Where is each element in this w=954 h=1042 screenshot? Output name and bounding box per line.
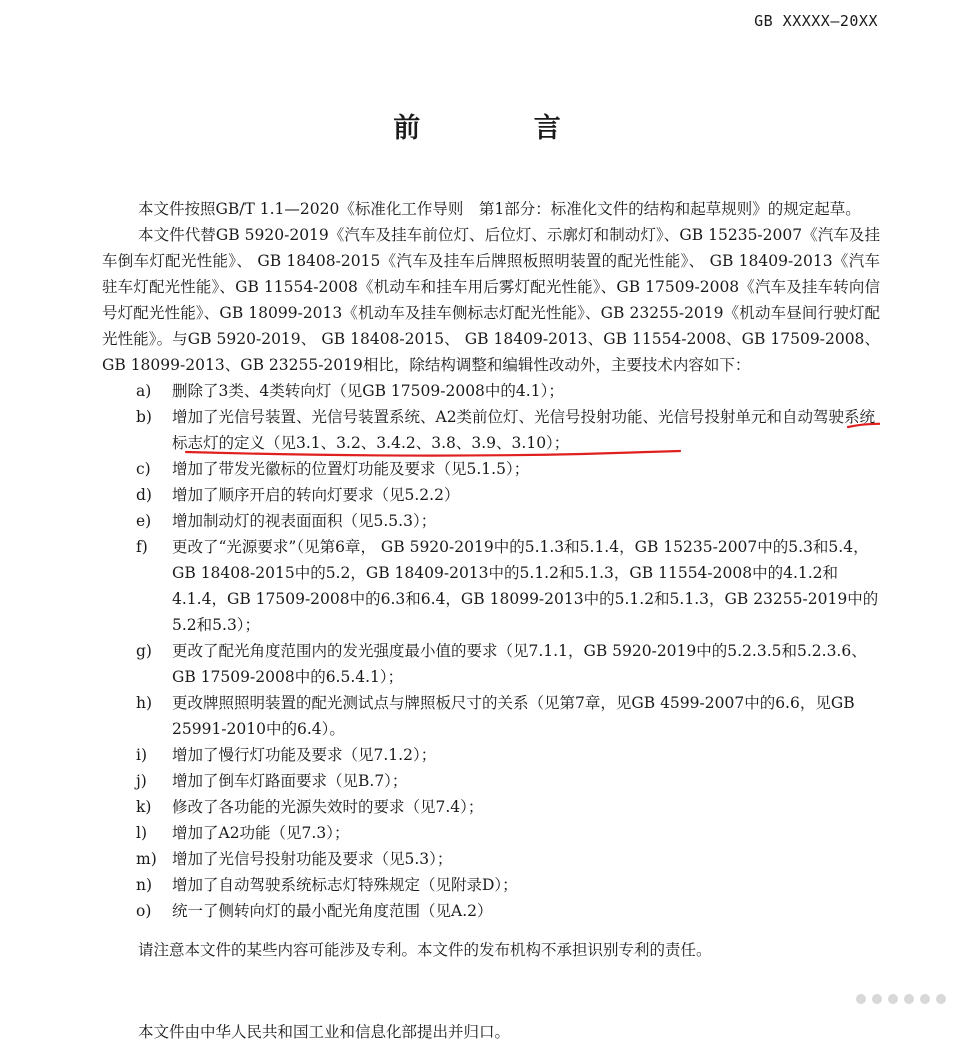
list-item bbox=[102, 456, 880, 482]
list-item bbox=[102, 508, 880, 534]
list-item bbox=[102, 378, 880, 404]
watermark-dots bbox=[856, 994, 946, 1004]
list-item-text: 增加了带发光徽标的位置灯功能及要求（见5.1.5）； bbox=[172, 460, 530, 478]
patent-note: 请注意本文件的某些内容可能涉及专利。本文件的发布机构不承担识别专利的责任。 bbox=[138, 941, 712, 959]
page-title: 前 言 bbox=[393, 113, 613, 144]
list-item-label: j) bbox=[136, 772, 147, 790]
list-item-label: i) bbox=[136, 746, 148, 764]
document-code: GB XXXXX—20XX bbox=[754, 12, 878, 30]
paragraph-replacement-standards: 本文件代替GB 5920-2019《汽车及挂车前位灯、后位灯、示廓灯和制动灯》、GB 15235-2007《汽车及挂车倒车灯配光性能》、 GB 18408-2015《汽车及挂车后牌照板照明装置的配光性能》、 GB 18409-2013《汽车驻车灯配光性能》、GB 11554-2008《机动车和挂车用后雾灯配光性能》、GB 17509-2008《汽车及挂车转向信号灯配光性能》、GB 18099-2013《机动车及挂车侧标志灯配光性能》、GB 23255-2019《机动车昼间行驶灯配光性能》。与GB 5920-2019、 GB 18408-2015、 GB 18409-2013、GB 11554-2008、GB 17509-2008、GB 18099-2013、GB 23255-2019相比，除结构调整和编辑性改动外，主要技术内容如下： bbox=[102, 226, 880, 374]
list-item-label: h) bbox=[136, 694, 153, 712]
list-item bbox=[102, 742, 880, 768]
list-item-label: o) bbox=[136, 902, 152, 920]
list-item bbox=[102, 768, 880, 794]
list-item-text: 增加了倒车灯路面要求（见B.7）； bbox=[172, 772, 408, 790]
list-item bbox=[102, 846, 880, 872]
list-item bbox=[102, 794, 880, 820]
list-item-text: 增加了光信号投射功能及要求（见5.3）； bbox=[172, 850, 453, 868]
list-item-label: l) bbox=[136, 824, 148, 842]
list-item bbox=[102, 482, 880, 508]
truncated-line: 本文件由中华人民共和国工业和信息化部提出并归口。 bbox=[138, 1023, 511, 1041]
changes-list bbox=[102, 378, 880, 924]
list-item-label: e) bbox=[136, 512, 152, 530]
list-item-label: n) bbox=[136, 876, 153, 894]
list-item-label: d) bbox=[136, 486, 152, 504]
list-item-text: 增加了光信号装置、光信号装置系统、A2类前位灯、光信号投射功能、光信号投射单元和自动驾驶系统标志灯的定义（见3.1、3.2、3.4.2、3.8、3.9、3.10）； bbox=[172, 408, 876, 452]
list-item bbox=[102, 820, 880, 846]
list-item-text: 增加了慢行灯功能及要求（见7.1.2）； bbox=[172, 746, 437, 764]
list-item-label: m) bbox=[136, 850, 157, 868]
list-item-text: 增加了A2功能（见7.3）； bbox=[172, 824, 350, 842]
list-item-text: 增加了顺序开启的转向灯要求（见5.2.2） bbox=[172, 486, 460, 504]
list-item-text: 更改了“光源要求”（见第6章， GB 5920-2019中的5.1.3和5.1.4，GB 15235-2007中的5.3和5.4， GB 18408-2015中的5.2，GB 18409-2013中的5.1.2和5.1.3，GB 11554-2008中的4.1.2和4.1.4，GB 17509-2008中的6.3和6.4，GB 18099-2013中的5.1.2和5.1.3，GB 23255-2019中的5.2和5.3）； bbox=[172, 538, 879, 634]
list-item bbox=[102, 898, 880, 924]
list-item-text: 统一了侧转向灯的最小配光角度范围（见A.2） bbox=[172, 902, 493, 920]
list-item-text: 更改牌照照明装置的配光测试点与牌照板尺寸的关系（见第7章，见GB 4599-2007中的6.6，见GB 25991-2010中的6.4）。 bbox=[172, 694, 855, 738]
paragraph-drafting-rules: 本文件按照GB/T 1.1—2020《标准化工作导则 第1部分：标准化文件的结构和起草规则》的规定起草。 bbox=[138, 200, 861, 218]
list-item bbox=[102, 638, 880, 690]
list-item-text: 增加了自动驾驶系统标志灯特殊规定（见附录D）； bbox=[172, 876, 518, 894]
list-item-label: g) bbox=[136, 642, 152, 660]
list-item-text: 更改了配光角度范围内的发光强度最小值的要求（见7.1.1，GB 5920-2019中的5.2.3.5和5.2.3.6、GB 17509-2008中的6.5.4.1）； bbox=[172, 642, 867, 686]
list-item-label: b) bbox=[136, 408, 152, 426]
list-item bbox=[102, 872, 880, 898]
list-item bbox=[102, 534, 880, 638]
list-item-label: a) bbox=[136, 382, 152, 400]
list-item-label: c) bbox=[136, 460, 151, 478]
list-item-text: 修改了各功能的光源失效时的要求（见7.4）； bbox=[172, 798, 484, 816]
list-item-text: 删除了3类、4类转向灯（见GB 17509-2008中的4.1）； bbox=[172, 382, 564, 400]
list-item-text: 增加制动灯的视表面面积（见5.5.3）； bbox=[172, 512, 437, 530]
list-item-highlighted bbox=[102, 404, 880, 456]
document-body bbox=[102, 196, 880, 963]
list-item-label: f) bbox=[136, 538, 148, 556]
list-item-label: k) bbox=[136, 798, 152, 816]
list-item bbox=[102, 690, 880, 742]
